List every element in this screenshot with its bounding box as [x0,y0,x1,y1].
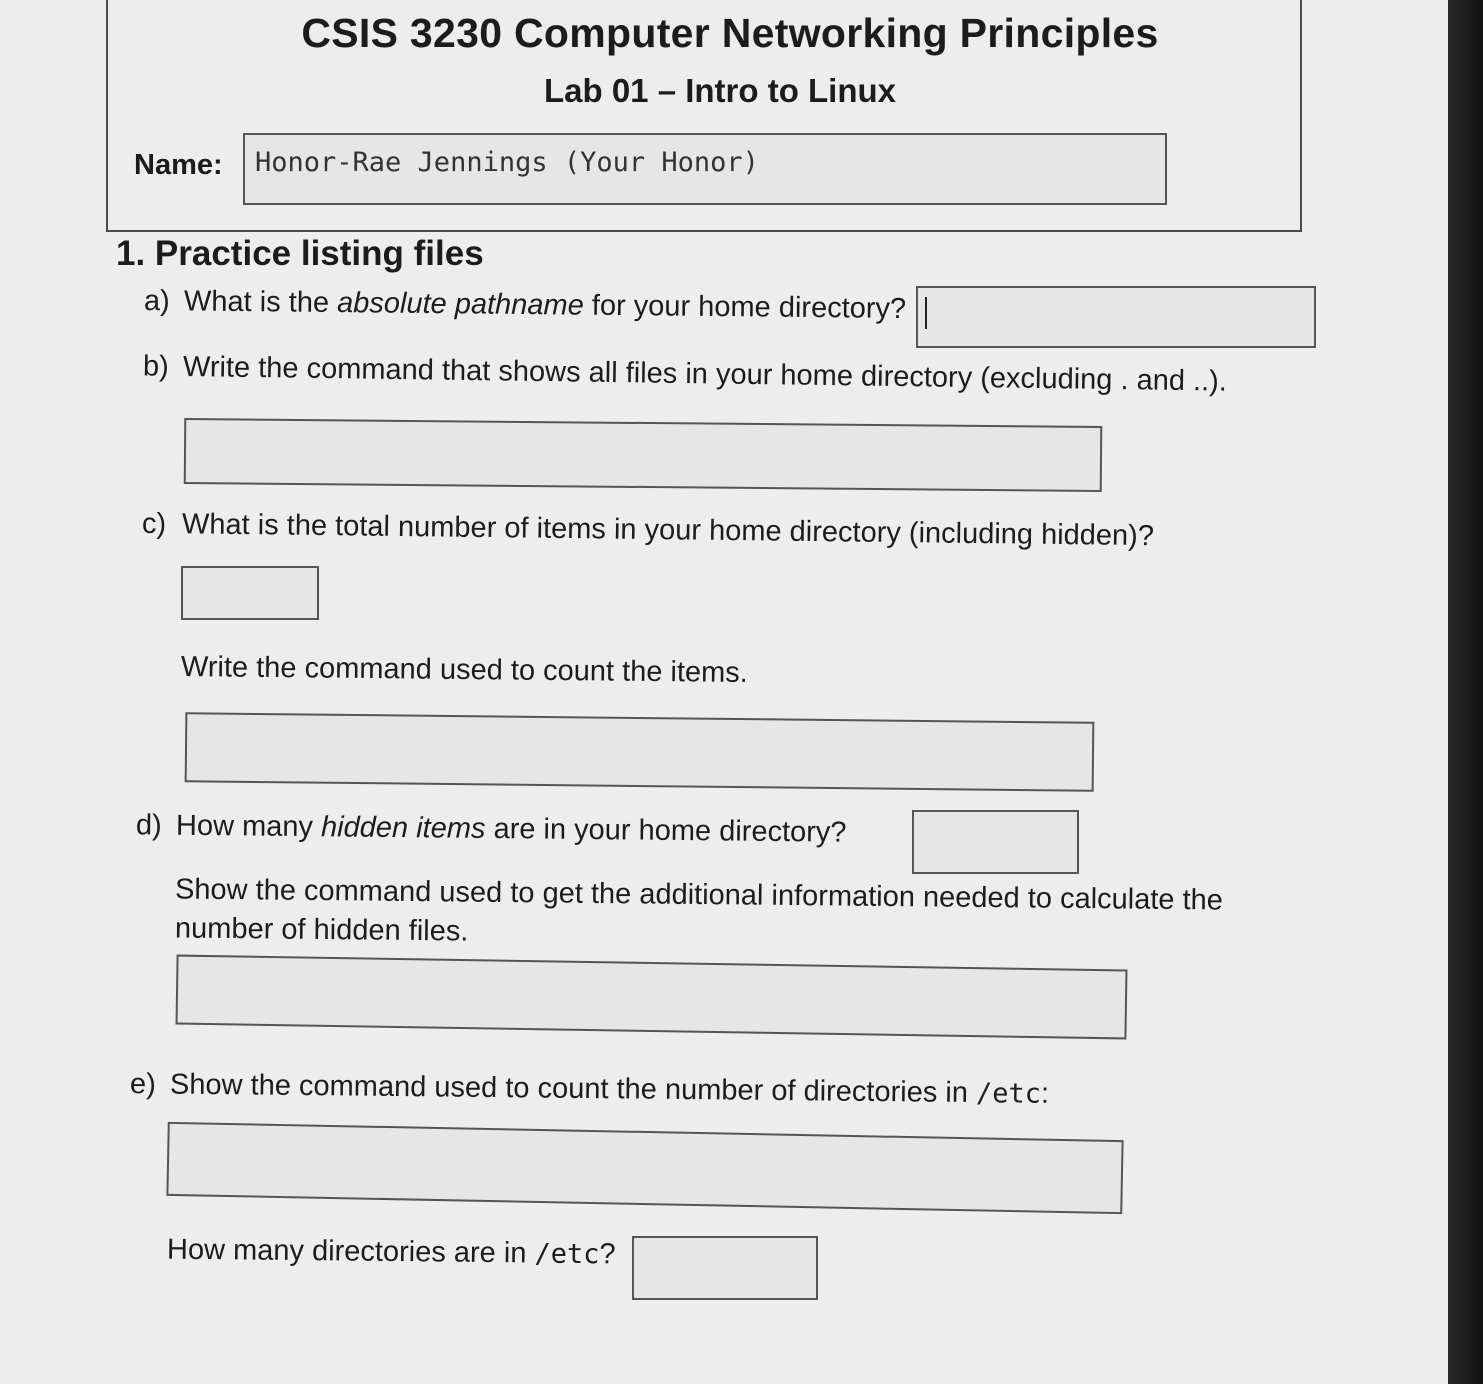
question-a-marker: a) [143,285,170,318]
text-cursor [925,297,927,329]
question-b: b) Write the command that shows all files in your home directory (excluding . and ..). [142,350,1228,398]
question-d-followup-line1: Show the command used to get the additional information needed to calculate the [174,873,1224,917]
lab-title: Lab 01 – Intro to Linux [543,72,897,109]
question-d-followup-line2: number of hidden files. [174,912,469,948]
question-e-followup: How many directories are in /etc? [166,1233,616,1271]
name-label: Name: [134,149,223,181]
answer-e-command-field[interactable] [166,1122,1123,1214]
name-field[interactable]: Honor-Rae Jennings (Your Honor) [243,133,1167,205]
question-e: e) Show the command used to count the number of directories in /etc: [129,1068,1050,1110]
question-a: a) What is the absolute pathname for your home directory? [143,285,907,325]
answer-e-count-field[interactable] [632,1236,818,1300]
question-b-marker: b) [142,350,170,383]
answer-b-field[interactable] [184,418,1103,492]
answer-a-field[interactable] [916,286,1316,348]
answer-d-field[interactable] [912,810,1079,874]
course-title: CSIS 3230 Computer Networking Principles [301,10,1159,56]
monitor-edge [1448,0,1483,1384]
question-d-marker: d) [135,809,162,842]
question-d: d) How many hidden items are in your home directory? [135,809,847,849]
answer-c-field[interactable] [181,566,319,620]
answer-d-command-field[interactable] [176,955,1128,1040]
question-c: c) What is the total number of items in your home directory (including hidden)? [141,507,1155,553]
section-title: 1. Practice listing files [116,234,484,273]
answer-c-command-field[interactable] [185,712,1095,792]
question-c-followup: Write the command used to count the items. [180,651,749,689]
question-c-marker: c) [141,507,167,541]
question-e-marker: e) [129,1068,156,1101]
